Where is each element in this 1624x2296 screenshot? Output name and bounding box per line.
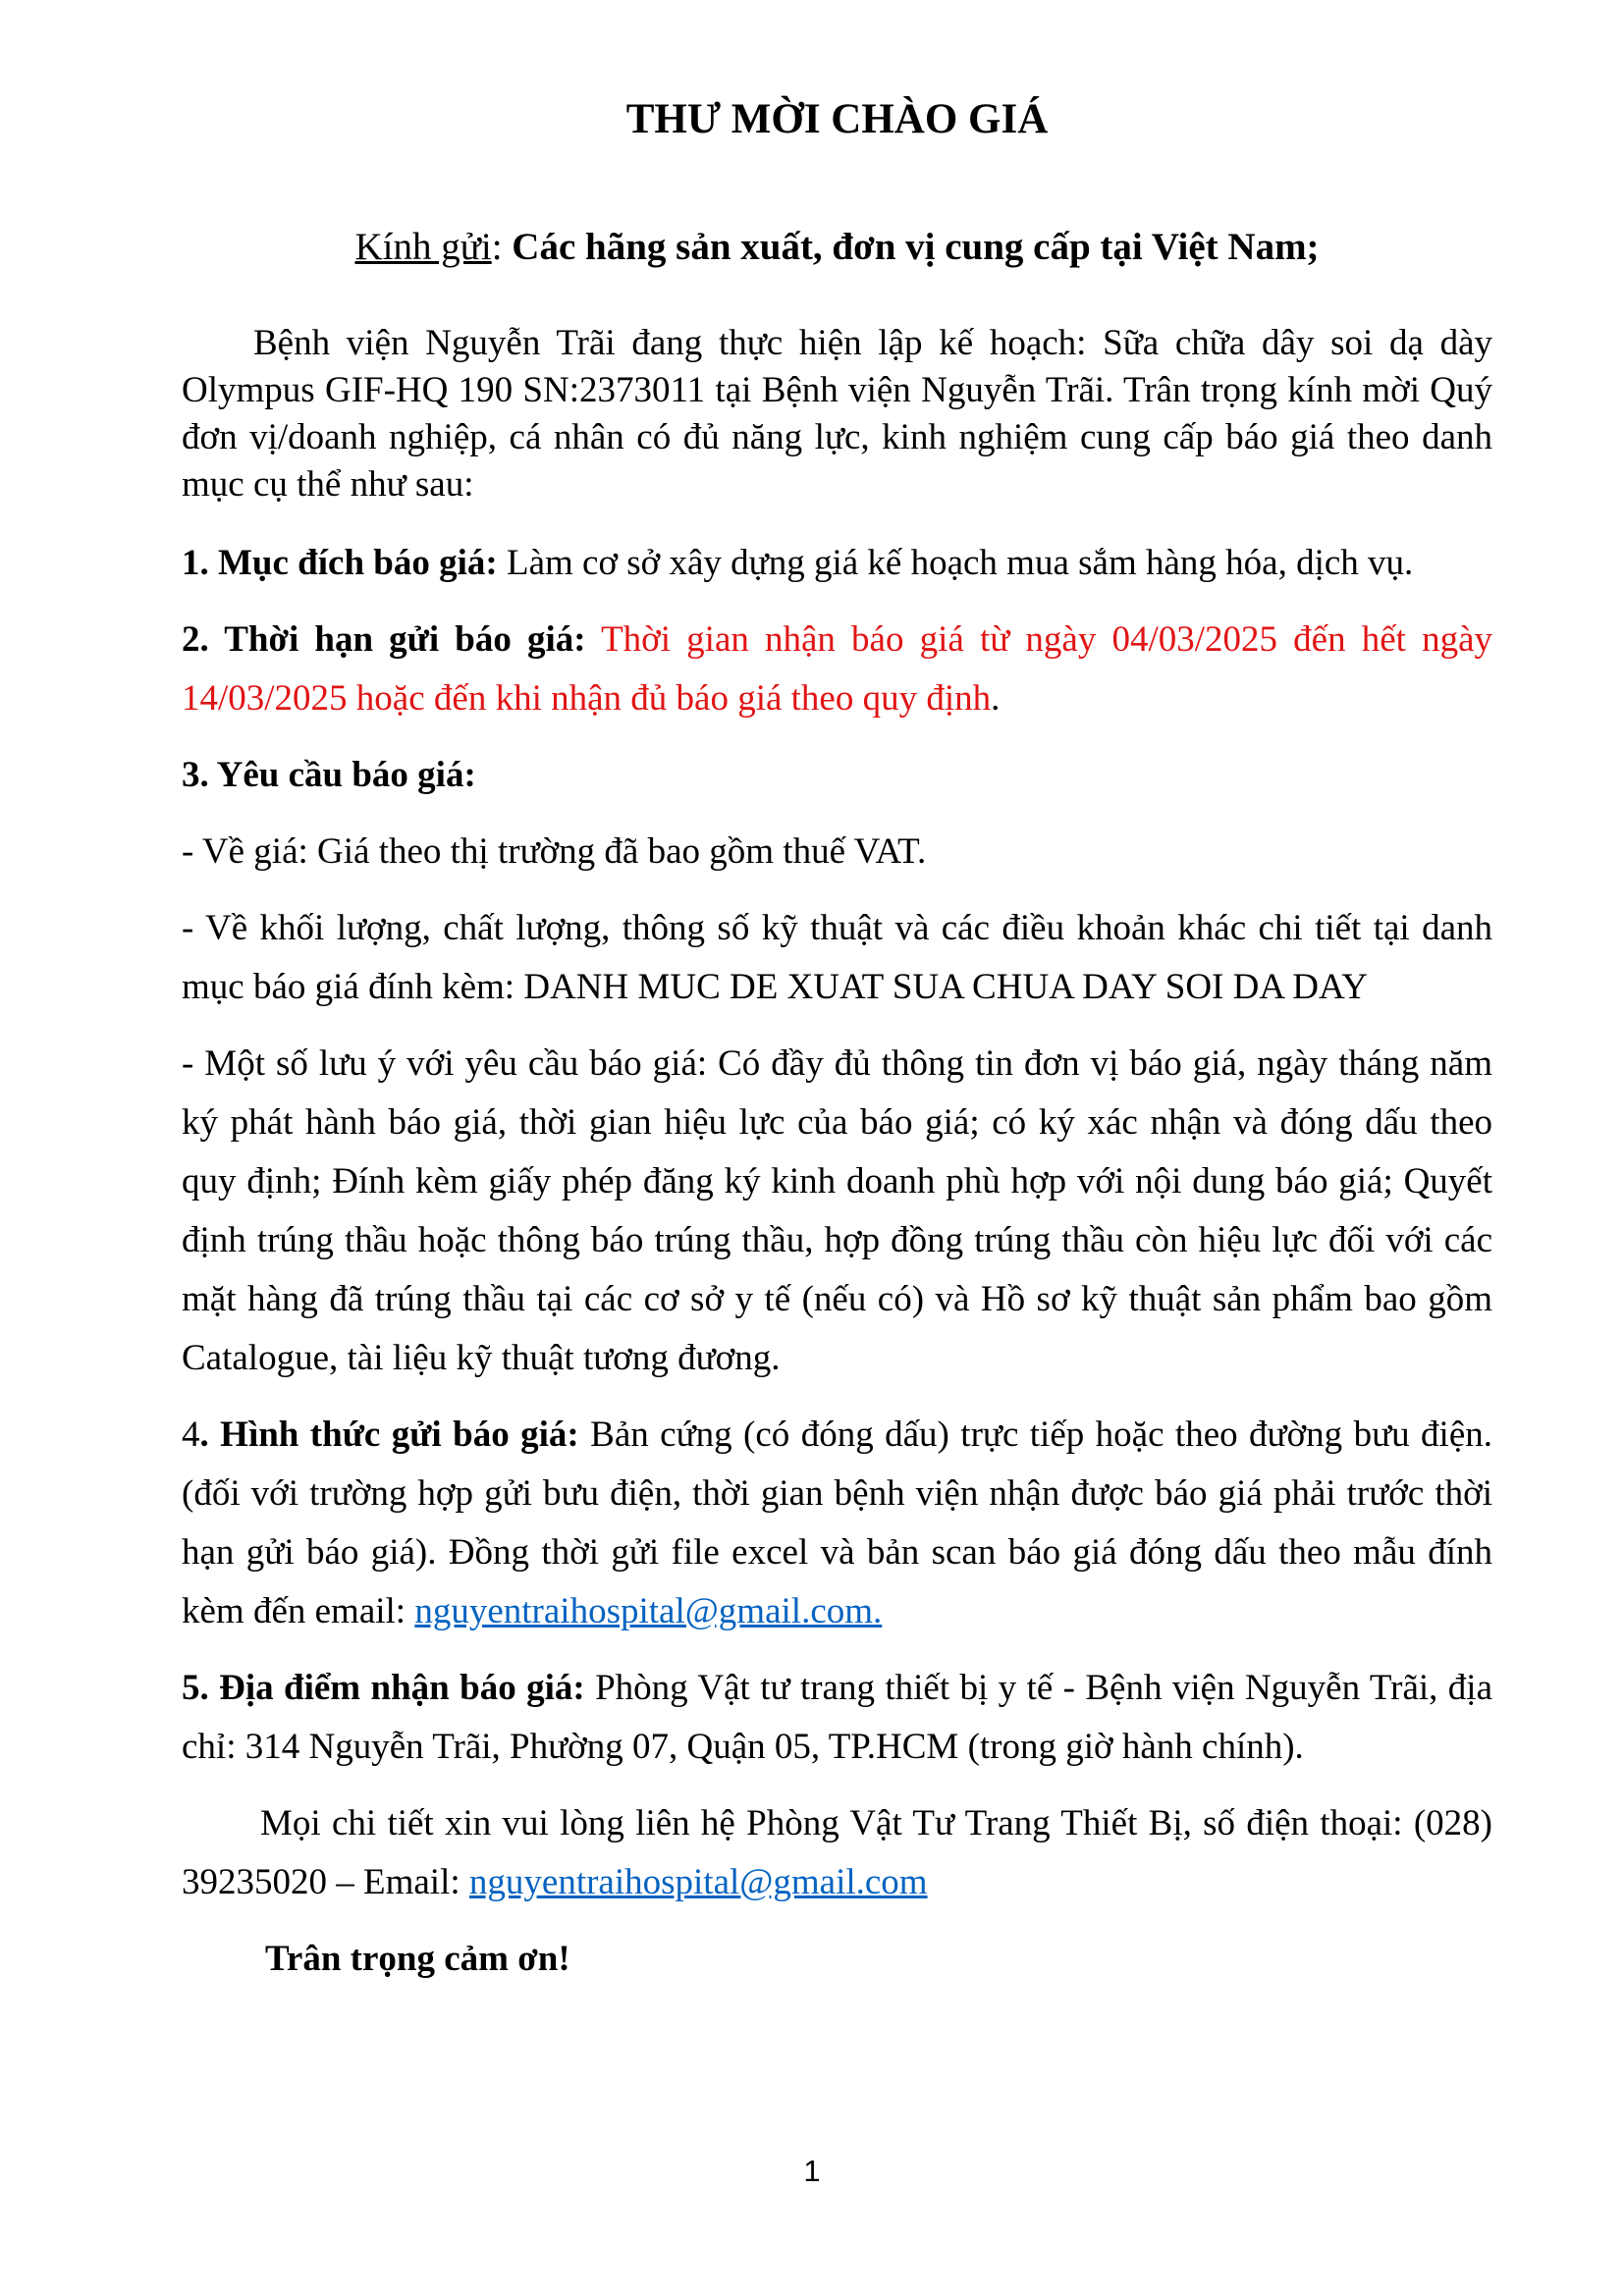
requirement-notes: - Một số lưu ý với yêu cầu báo giá: Có đầy đủ thông tin đơn vị báo giá, ngày tháng năm ký phát hành báo giá, thời gian hiệu lực của báo giá; có ký xác nhận và đóng dấu theo quy định; Đính kèm giấy phép đăng ký kinh doanh phù hợp với nội dung báo giá; Quyết định trúng thầu hoặc thông báo trúng thầu, hợp đồng trúng thầu còn hiệu lực đối với các mặt hàng đã trúng thầu tại các cơ sở y tế (nếu có) và Hồ sơ kỹ thuật sản phẩm bao gồm Catalogue, tài liệu kỹ thuật tương đương.: [182, 1043, 1492, 1378]
item-5-label: 5. Địa điểm nhận báo giá:: [182, 1668, 585, 1708]
email-link-delivery[interactable]: nguyentraihospital@gmail.com.: [414, 1591, 883, 1631]
salutation: [182, 224, 1492, 271]
item-5-location: [182, 1659, 1492, 1777]
item-1-text: Làm cơ sở xây dựng giá kế hoạch mua sắm hàng hóa, dịch vụ.: [497, 543, 1414, 583]
item-2-deadline-text: Thời gian nhận báo giá từ ngày 04/03/2025 đến hết ngày 14/03/2025 hoặc đến khi nhận đủ báo giá theo quy định: [182, 619, 1492, 719]
item-2-label: 2. Thời hạn gửi báo giá:: [182, 619, 586, 660]
item-2-deadline: [182, 611, 1492, 728]
item-4-number: 4: [182, 1415, 200, 1455]
item-2-period: .: [991, 678, 1001, 719]
item-3-heading: [182, 746, 1492, 805]
item-4-delivery: [182, 1406, 1492, 1641]
requirement-specs: - Về khối lượng, chất lượng, thông số kỹ thuật và các điều khoản khác chi tiết tại danh mục báo giá đính kèm: DANH MUC DE XUAT SUA CHUA DAY SOI DA DAY: [182, 908, 1492, 1007]
item-3-label: 3. Yêu cầu báo giá:: [182, 755, 476, 795]
contact-text: Mọi chi tiết xin vui lòng liên hệ Phòng Vật Tư Trang Thiết Bị, số điện thoại: (028) 39235020 – Email:: [182, 1803, 1492, 1902]
salutation-separator: :: [491, 226, 513, 268]
closing-thanks: Trân trọng cảm ơn!: [265, 1939, 570, 1979]
intro-paragraph: Bệnh viện Nguyễn Trãi đang thực hiện lập kế hoạch: Sữa chữa dây soi dạ dày Olympus GIF-HQ 190 SN:2373011 tại Bệnh viện Nguyễn Trãi. Trân trọng kính mời Quý đơn vị/doanh nghiệp, cá nhân có đủ năng lực, kinh nghiệm cung cấp báo giá theo danh mục cụ thể như sau:: [182, 323, 1492, 505]
page-number: 1: [803, 2154, 821, 2188]
item-4-label: . Hình thức gửi báo giá:: [199, 1415, 579, 1455]
item-5-text: Phòng Vật tư trang thiết bị y tế - Bệnh viện Nguyễn Trãi, địa chỉ: 314 Nguyễn Trãi, Phường 07, Quận 05, TP.HCM (trong giờ hành chính).: [182, 1668, 1492, 1767]
salutation-recipient: Các hãng sản xuất, đơn vị cung cấp tại Việt Nam;: [512, 226, 1320, 268]
item-1-purpose: [182, 534, 1492, 593]
item-1-label: 1. Mục đích báo giá:: [182, 543, 498, 583]
document-title: THƯ MỜI CHÀO GIÁ: [625, 96, 1049, 142]
item-4-text: Bản cứng (có đóng dấu) trực tiếp hoặc theo đường bưu điện. (đối với trường hợp gửi bưu điện, thời gian bệnh viện nhận được báo giá phải trước thời hạn gửi báo giá). Đồng thời gửi file excel và bản scan báo giá đóng dấu theo mẫu đính kèm đến email:: [182, 1415, 1493, 1631]
salutation-label: Kính gửi: [354, 226, 492, 268]
requirement-price: - Về giá: Giá theo thị trường đã bao gồm thuế VAT.: [182, 831, 927, 872]
email-link-contact[interactable]: nguyentraihospital@gmail.com: [468, 1862, 928, 1902]
contact-paragraph: [182, 1794, 1492, 1912]
